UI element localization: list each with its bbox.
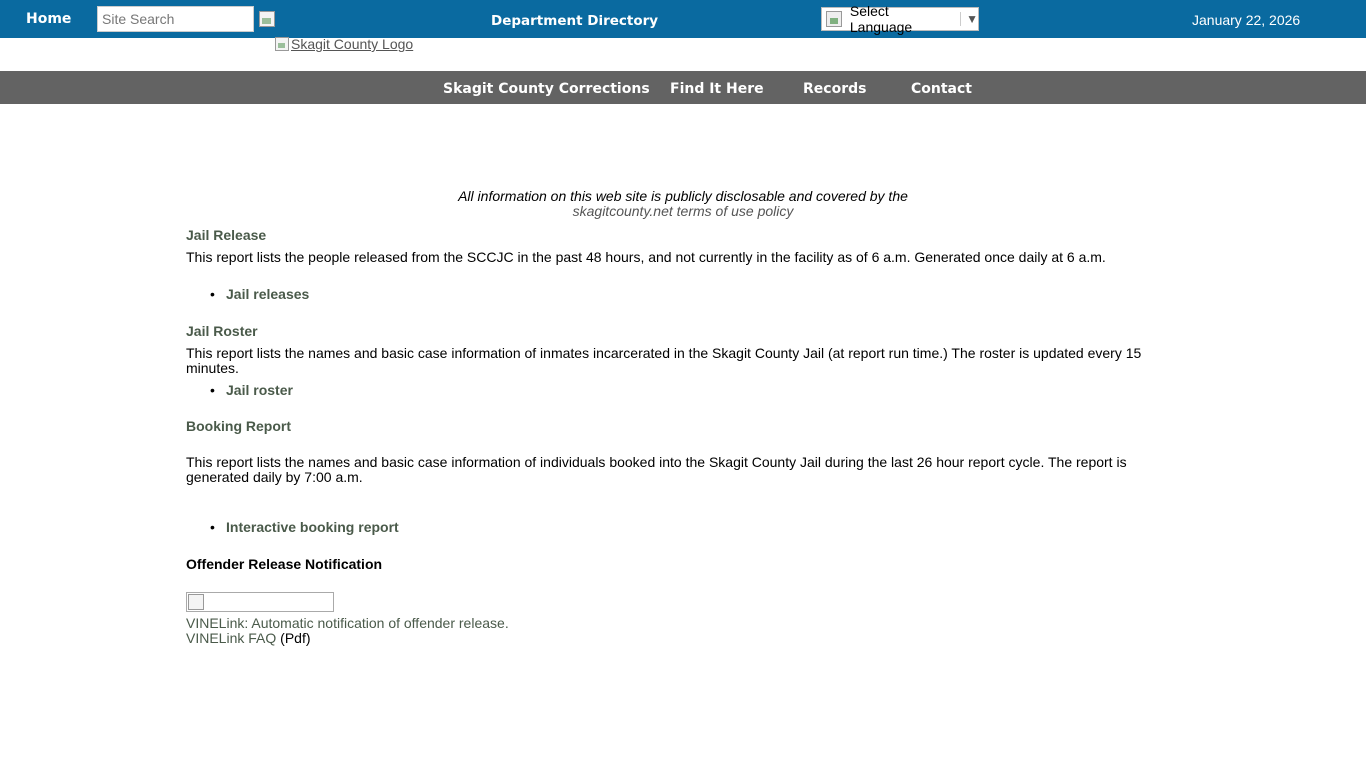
nav-item-corrections[interactable]: Skagit County Corrections [443, 81, 650, 97]
jail-release-description: This report lists the people released from the SCCJC in the past 48 hours, and not currently in the facility as of 6 a.m. Generated once daily at 6 a.m. [186, 249, 1106, 265]
list-item [186, 286, 309, 302]
current-date: January 22, 2026 [1192, 12, 1301, 28]
nav-item-contact[interactable]: Contact [911, 81, 972, 97]
offender-release-heading: Offender Release Notification [186, 556, 383, 572]
booking-report-description: This report lists the names and basic case information of individuals booked into the Skagit County Jail during the last 26 hour report cycle. The report is generated daily by 7:00 a.m. [186, 454, 1127, 485]
jail-roster-heading[interactable]: Jail Roster [186, 323, 258, 339]
disclaimer [0, 189, 1366, 219]
language-select[interactable] [821, 3, 979, 35]
jail-release-heading[interactable]: Jail Release [186, 227, 267, 243]
nav-item-records[interactable]: Records [803, 81, 867, 97]
home-link[interactable]: Home [26, 11, 72, 27]
search-input[interactable] [97, 6, 254, 32]
vinelink-faq-link[interactable]: VINELink FAQ [186, 630, 277, 646]
vinelink-faq-row [186, 630, 311, 646]
broken-image-icon [275, 37, 289, 51]
county-logo[interactable] [275, 36, 413, 52]
jail-releases-link[interactable]: Jail releases [226, 286, 310, 302]
jail-roster-link[interactable]: Jail roster [226, 382, 293, 398]
language-select-label: Select Language [849, 3, 913, 35]
vinelink-banner-link[interactable] [186, 592, 334, 612]
language-select-divider [960, 12, 961, 26]
vinelink-banner-image [186, 592, 334, 612]
list-item [186, 382, 293, 398]
disclaimer-text: All information on this web site is publicly disclosable and covered by the [458, 188, 908, 204]
jail-roster-description: This report lists the names and basic case information of inmates incarcerated in the Skagit County Jail (at report run time.) The roster is updated every 15 minutes. [186, 345, 1142, 376]
interactive-booking-report-link[interactable]: Interactive booking report [226, 519, 399, 535]
top-bar [0, 0, 1366, 38]
terms-of-use-link[interactable]: skagitcounty.net terms of use policy [572, 203, 794, 219]
vinelink-faq-suffix: (Pdf) [276, 630, 311, 646]
google-translate-icon [826, 11, 842, 27]
chevron-down-icon: ▼ [966, 12, 978, 26]
booking-report-heading[interactable]: Booking Report [186, 418, 291, 434]
department-directory-link[interactable]: Department Directory [491, 13, 659, 29]
list-item [186, 519, 399, 535]
vinelink-link[interactable]: VINELink: Automatic notification of offender release. [186, 615, 509, 631]
logo-alt-text: Skagit County Logo [291, 36, 414, 52]
nav-item-find-it-here[interactable]: Find It Here [670, 81, 764, 97]
search-go-icon[interactable] [259, 11, 279, 31]
main-nav [0, 71, 1366, 104]
